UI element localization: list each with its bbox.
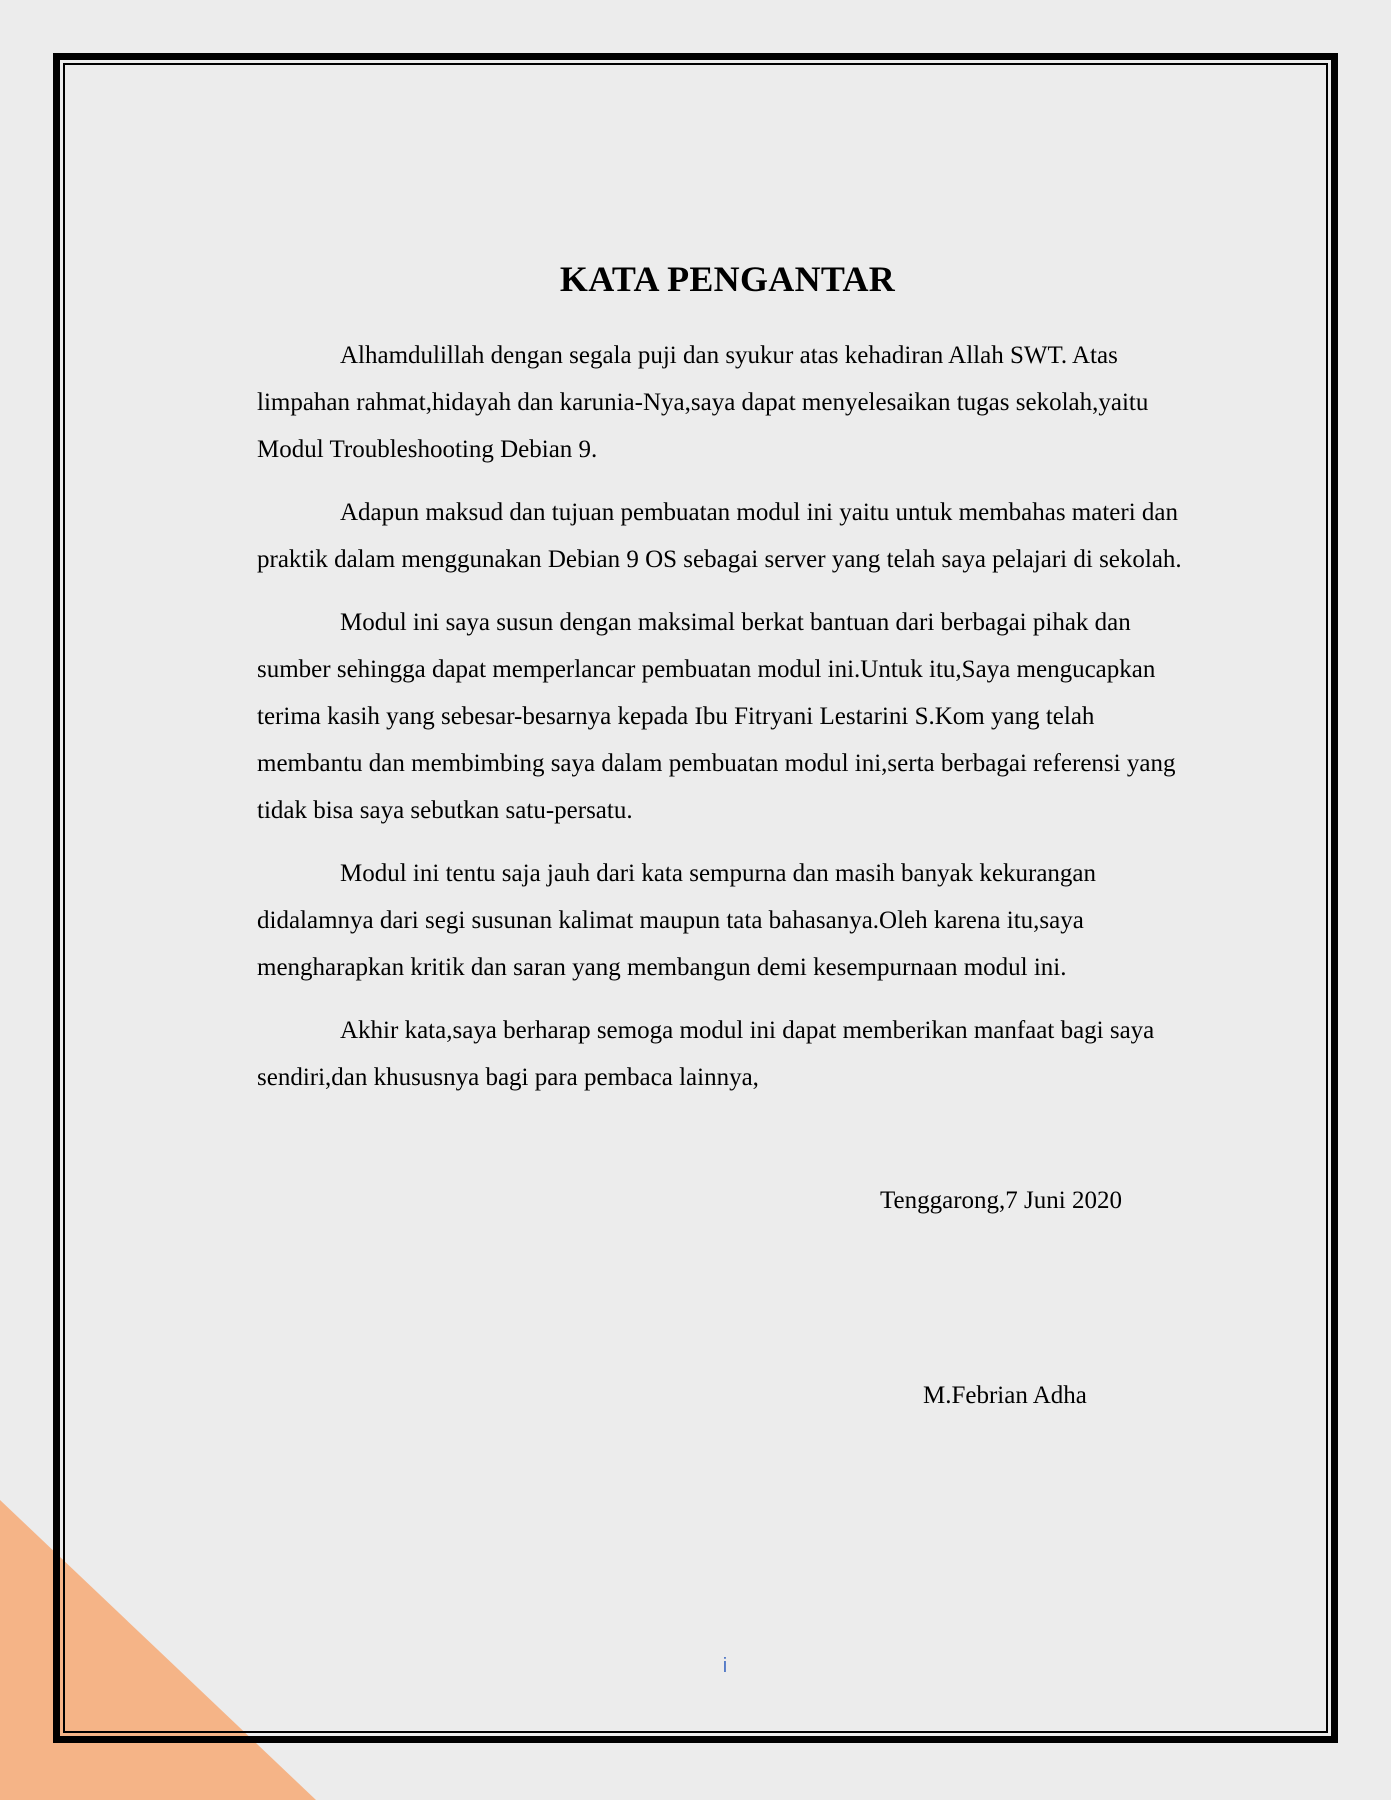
page-title: KATA PENGANTAR <box>559 259 896 299</box>
page-number: i <box>722 1655 728 1677</box>
paragraph: Akhir kata,saya berharap semoga modul ini dapat memberikan manfaat bagi saya sendiri,dan khususnya bagi para pembaca lainnya, <box>257 1017 1155 1091</box>
body-text <box>257 332 1197 1117</box>
author-name: M.Febrian Adha <box>923 1382 1087 1409</box>
paragraph: Adapun maksud dan tujuan pembuatan modul ini yaitu untuk membahas materi dan praktik dalam menggunakan Debian 9 OS sebagai server yang telah saya pelajari di sekolah. <box>257 499 1182 573</box>
place-date: Tenggarong,7 Juni 2020 <box>880 1187 1122 1214</box>
paragraph: Alhamdulillah dengan segala puji dan syukur atas kehadiran Allah SWT. Atas limpahan rahmat,hidayah dan karunia-Nya,saya dapat menyelesaikan tugas sekolah,yaitu Modul Troubleshooting Debian 9. <box>257 342 1149 463</box>
paragraph: Modul ini saya susun dengan maksimal berkat bantuan dari berbagai pihak dan sumber sehingga dapat memperlancar pembuatan modul ini.Untuk itu,Saya mengucapkan terima kasih yang sebesar-besarnya kepada Ibu Fitryani Lestarini S.Kom yang telah membantu dan membimbing saya dalam pembuatan modul ini,serta berbagai referensi yang tidak bisa saya sebutkan satu-persatu. <box>257 609 1176 824</box>
paragraph: Modul ini tentu saja jauh dari kata sempurna dan masih banyak kekurangan didalamnya dari segi susunan kalimat maupun tata bahasanya.Oleh karena itu,saya mengharapkan kritik dan saran yang membangun demi kesempurnaan modul ini. <box>257 860 1097 981</box>
